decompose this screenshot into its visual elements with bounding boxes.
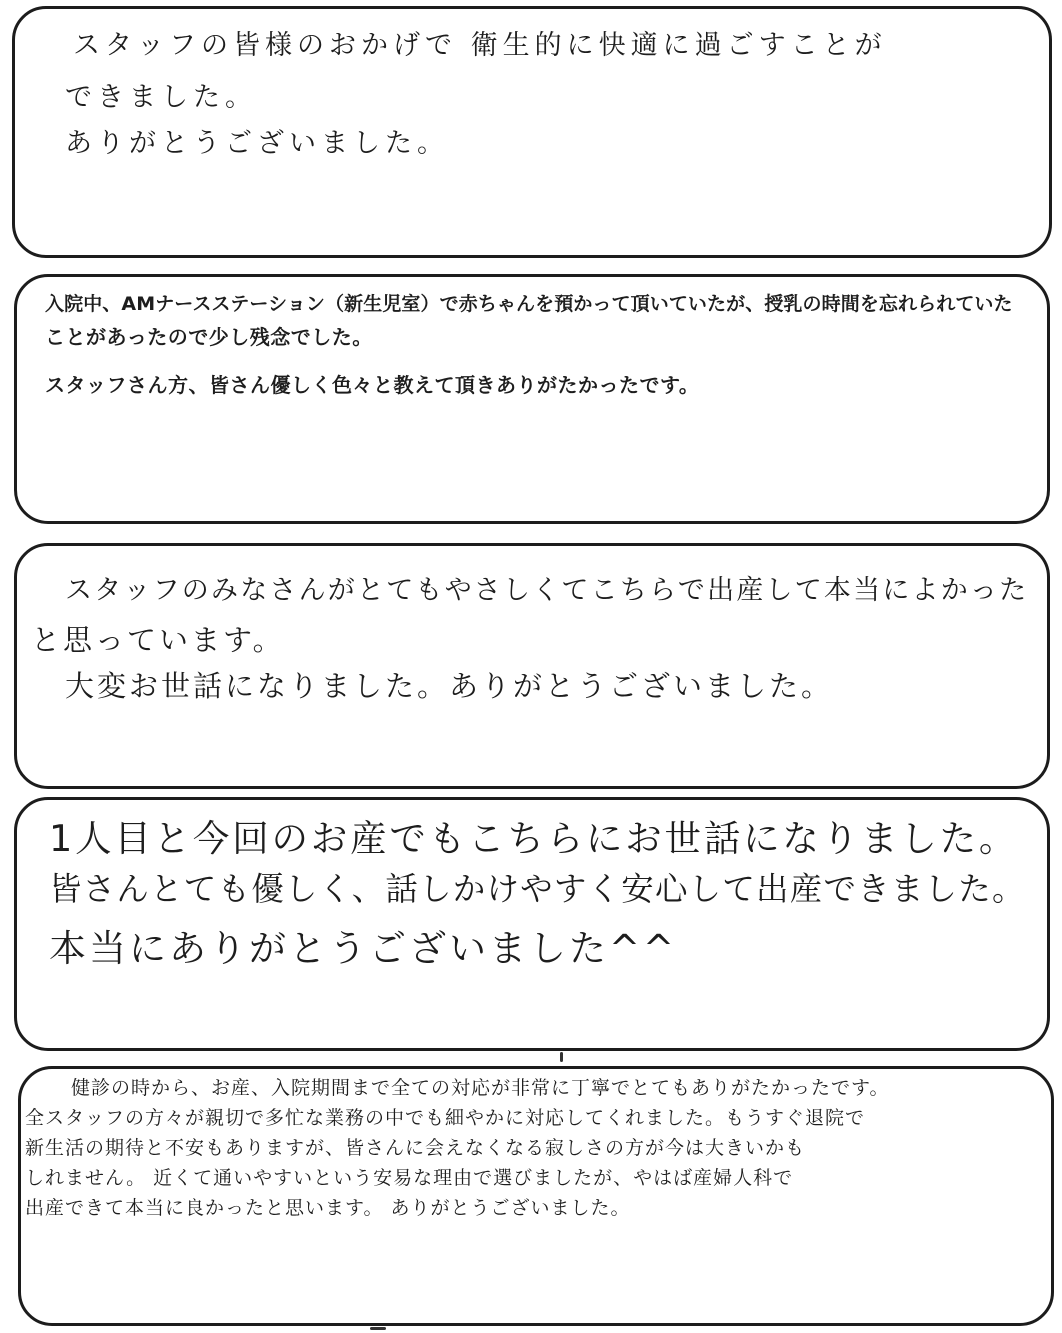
feedback-line: できました。 xyxy=(65,82,257,113)
feedback-line: スタッフの皆様のおかげで 衛生的に快適に過ごすことが xyxy=(73,30,887,61)
feedback-line: ことがあったので少し残念でした。 xyxy=(45,325,373,349)
feedback-line: ありがとうございました。 xyxy=(65,128,449,159)
scan-mark xyxy=(560,1052,563,1062)
feedback-line: 全スタッフの方々が親切で多忙な業務の中でも細やかに対応してくれました。もうすぐ退院で xyxy=(25,1107,866,1129)
feedback-card-2 xyxy=(14,274,1050,524)
feedback-line: 入院中、AMナースステーション（新生児室）で赤ちゃんを預かって頂いていたが、授乳の時間を忘れられていた xyxy=(45,293,1013,315)
feedback-line: 新生活の期待と不安もありますが、皆さんに会えなくなる寂しさの方が今は大きいかも xyxy=(25,1137,806,1159)
feedback-card-3 xyxy=(14,543,1050,789)
feedback-line: スタッフのみなさんがとてもやさしくてこちらで出産して本当によかった xyxy=(65,575,1029,606)
feedback-line: 皆さんとても優しく、話しかけやすく安心して出産できました。 xyxy=(49,870,1026,908)
feedback-line: と思っています。 xyxy=(31,623,285,657)
feedback-line: 健診の時から、お産、入院期間まで全ての対応が非常に丁寧でとてもありがたかったです。 xyxy=(71,1077,890,1099)
feedback-line: しれません。 近くて通いやすいという安易な理由で選びましたが、やはば産婦人科で xyxy=(25,1167,794,1189)
feedback-line: 大変お世話になりました。ありがとうございました。 xyxy=(65,669,834,703)
feedback-line: 出産できて本当に良かったと思います。 ありがとうございました。 xyxy=(25,1197,631,1219)
feedback-line: 1人目と今回のお産でもこちらにお世話になりました。 xyxy=(49,817,1019,860)
feedback-line: スタッフさん方、皆さん優しく色々と教えて頂きありがたかったです。 xyxy=(45,373,700,397)
feedback-line: 本当にありがとうございました^^ xyxy=(49,927,678,970)
feedback-card-4 xyxy=(14,797,1050,1051)
scan-mark xyxy=(370,1327,386,1330)
feedback-card-1 xyxy=(12,6,1052,258)
feedback-card-5 xyxy=(18,1066,1054,1326)
